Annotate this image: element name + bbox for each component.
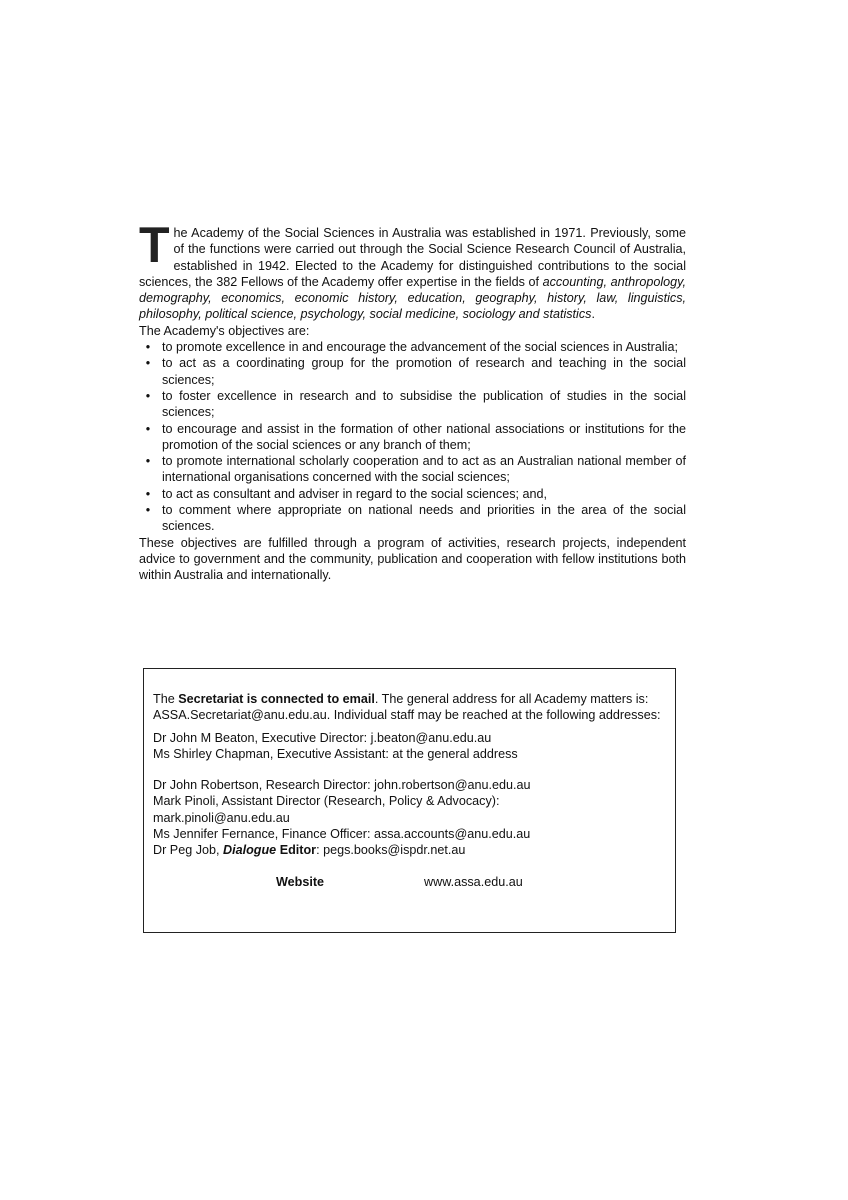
academy-intro [139,217,687,584]
dialogue-title: Dialogue [223,843,277,858]
contact-line: Ms Jennifer Fernance, Finance Officer: assa.accounts@anu.edu.au [153,827,531,842]
list-item: • to act as a coordinating group for the promotion of research and teaching in the social sciences; [139,355,686,388]
website-label: Website [276,874,325,889]
list-item: • to promote excellence in and encourage the advancement of the social sciences in Australia; [139,339,686,355]
contact-line: Mark Pinoli, Assistant Director (Research, Policy & Advocacy): [153,794,500,809]
website-row [153,874,665,892]
bullet-icon: • [145,356,151,371]
closing-paragraph: These objectives are fulfilled through a program of activities, research projects, independent advice to government and the community, publication and cooperation with fellow institutions both within Australia and internationally. [139,535,686,583]
bullet-icon: • [145,340,151,355]
list-item: • to promote international scholarly cooperation and to act as an Australian national member of international organisations concerned with the social sciences; [139,453,686,486]
fields-list: accounting, anthropology, demography, economics, economic history, education, geography, history, law, linguistics, philosophy, political science, psychology, social medicine, sociology and statistics [139,274,687,322]
bullet-icon: • [145,388,151,403]
secretariat-paragraph: The Secretariat is connected to email. The general address for all Academy matters is: ASSA.Secretariat@anu.edu.au. Individual staff may be reached at the following addresses: [153,692,661,723]
intro-text: he Academy of the Social Sciences in Australia was established in 1971. Previously, some of the functions were carried out through the Social Science Research Council of Australia, established in 1942. Elected to the Academy for distinguished contributions to the social sciences, the 382 Fellows of the Academy offer expertise in the fields of [139,226,686,289]
contact-line: mark.pinoli@anu.edu.au [153,810,290,825]
bullet-icon: • [145,421,151,436]
contact-line: Dr John M Beaton, Executive Director: j.beaton@anu.edu.au [153,730,492,745]
list-item: • to foster excellence in research and to subsidise the publication of studies in the social sciences; [139,388,686,421]
intro-paragraph: The Academy of the Social Sciences in Australia was established in 1971. Previously, some of the functions were carried out through the Social Science Research Council of Australia, established in 1942. Elected to the Academy for distinguished contributions to the social sciences, the 382 Fellows of the Academy offer expertise in the fields of accounting, anthropology, demography, economics, economic history, education, geography, history, law, linguistics, philosophy, political science, psychology, social medicine, sociology and statistics. [139,217,687,322]
bullet-icon: • [145,454,151,469]
drop-cap: T [139,217,170,273]
contact-box [143,668,676,933]
objectives-heading: The Academy's objectives are: [139,323,310,338]
contact-line: Dr John Robertson, Research Director: john.robertson@anu.edu.au [153,778,531,793]
objectives-list [139,339,686,535]
list-item: • to encourage and assist in the formation of other national associations or institutions for the promotion of the social sciences or any branch of them; [139,421,686,454]
website-url[interactable]: www.assa.edu.au [424,874,523,889]
bullet-icon: • [145,503,151,518]
contact-line: Dr Peg Job, Dialogue Editor: pegs.books@ispdr.net.au [153,843,466,858]
list-item: • to comment where appropriate on national needs and priorities in the area of the social sciences. [139,502,686,535]
contact-line: Ms Shirley Chapman, Executive Assistant: at the general address [153,746,518,761]
bullet-icon: • [145,486,151,501]
secretariat-emphasis: Secretariat is connected to email [178,692,375,706]
list-item: • to act as consultant and adviser in regard to the social sciences; and, [139,486,686,502]
